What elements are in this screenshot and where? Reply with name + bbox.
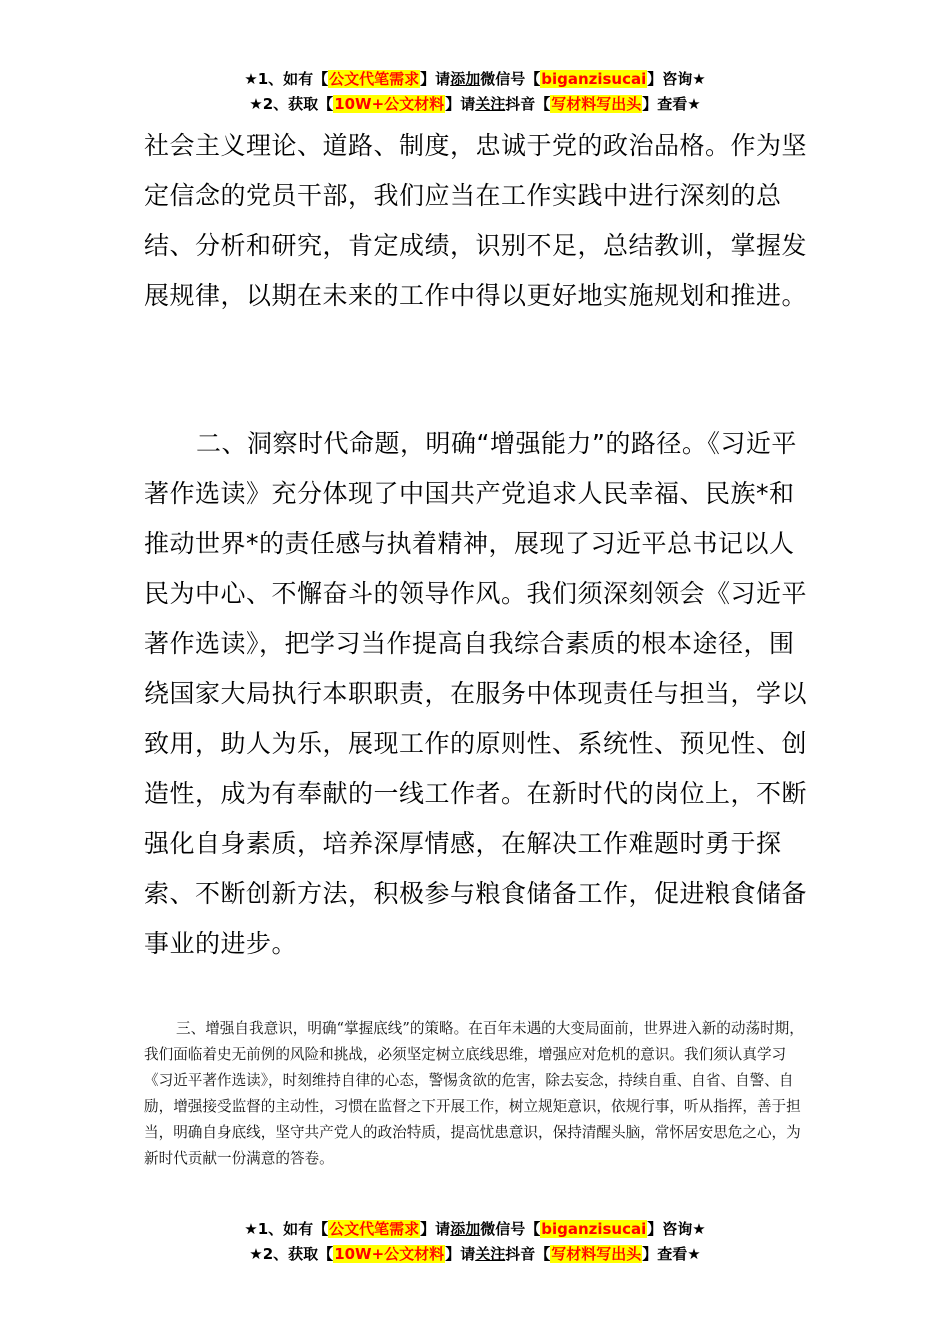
banner-text: 抖音【	[505, 1245, 551, 1263]
banner-text: ★2、获取【	[249, 1245, 334, 1263]
banner-text: 微信号【	[480, 70, 541, 88]
highlight-wechat-id: biganzisucai	[541, 70, 647, 88]
banner-text: ★1、如有【	[244, 70, 329, 88]
underlined-text: 添加	[450, 70, 481, 88]
banner-text: 】咨询★	[647, 70, 706, 88]
banner-text: 微信号【	[480, 1220, 541, 1238]
paragraph-section-two: 二、洞察时代命题，明确“增强能力”的路径。《习近平著作选读》充分体现了中国共产党追求人民幸福、民族*和推动世界*的责任感与执着精神，展现了习近平总书记以人民为中心、不懈奋斗的领导作风。我们须深刻领会《习近平著作选读》，把学习当作提高自我综合素质的根本途径，围绕国家大局执行本职职责，在服务中体现责任与担当，学以致用，助人为乐，展现工作的原则性、系统性、预见性、创造性，成为有奉献的一线工作者。在新时代的岗位上，不断强化自身素质，培养深厚情感，在解决工作难题时勇于探索、不断创新方法，积极参与粮食储备工作，促进粮食储备事业的进步。	[144, 429, 808, 958]
highlight-materials: 10W+公文材料	[334, 1245, 445, 1263]
highlight-douyin: 写材料写出头	[551, 1245, 642, 1263]
underlined-text: 关注	[475, 1245, 506, 1263]
banner-text: 】请	[445, 1245, 476, 1263]
highlight-service: 公文代笔需求	[329, 1220, 420, 1238]
banner-text: 抖音【	[505, 95, 551, 113]
highlight-materials: 10W+公文材料	[334, 95, 445, 113]
footer-banner	[0, 1217, 950, 1267]
header-banner	[0, 67, 950, 117]
banner-text: 】查看★	[642, 1245, 701, 1263]
highlight-douyin: 写材料写出头	[551, 95, 642, 113]
banner-text: 】请	[445, 95, 476, 113]
banner-text: 】请	[420, 70, 451, 88]
banner-line-2	[0, 1242, 950, 1267]
paragraph-continuation: 社会主义理论、道路、制度，忠诚于党的政治品格。作为坚定信念的党员干部，我们应当在工作实践中进行深刻的总结、分析和研究，肯定成绩，识别不足，总结教训，掌握发展规律，以期在未来的工作中得以更好地实施规划和推进。	[144, 131, 808, 310]
highlight-service: 公文代笔需求	[329, 70, 420, 88]
highlight-wechat-id: biganzisucai	[541, 1220, 647, 1238]
underlined-text: 关注	[475, 95, 506, 113]
banner-line-1	[0, 67, 950, 92]
banner-text: 】咨询★	[647, 1220, 706, 1238]
banner-line-1	[0, 1217, 950, 1242]
banner-line-2	[0, 92, 950, 117]
paragraph-section-three: 三、增强自我意识，明确“掌握底线”的策略。在百年未遇的大变局面前，世界进入新的动荡时期，我们面临着史无前例的风险和挑战，必须坚定树立底线思维，增强应对危机的意识。我们须认真学习《习近平著作选读》，时刻维持自律的心态，警惕贪欲的危害，除去妄念，持续自重、自省、自警、自励，增强接受监督的主动性，习惯在监督之下开展工作，树立规矩意识，依规行事，听从指挥，善于担当，明确自身底线，坚守共产党人的政治特质，提高忧患意识，保持清醒头脑，常怀居安思危之心，为新时代贡献一份满意的答卷。	[144, 1020, 804, 1167]
banner-text: 】查看★	[642, 95, 701, 113]
banner-text: ★1、如有【	[244, 1220, 329, 1238]
underlined-text: 添加	[450, 1220, 481, 1238]
banner-text: ★2、获取【	[249, 95, 334, 113]
banner-text: 】请	[420, 1220, 451, 1238]
